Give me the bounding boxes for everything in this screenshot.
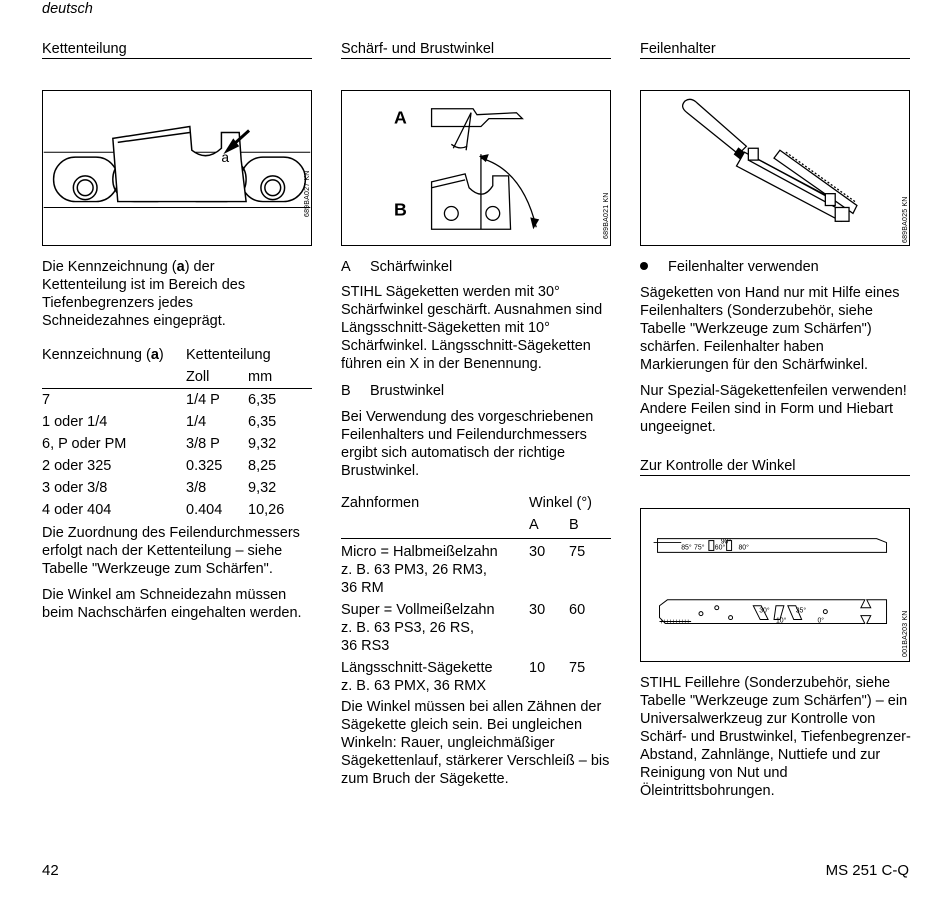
table-row: 6, P oder PM 3/8 P 9,32: [42, 436, 277, 452]
file-holder-text: Sägeketten von Hand nur mit Hilfe eines Feilenhalters (Sonderzubehör, siehe Tabelle "Werkzeuge zum Schärfen") schärfen. Feilenhalter haben Markierungen für den Schärfwinkel.: [640, 285, 900, 373]
file-holder-illustration: [641, 91, 909, 245]
section-title: Feilenhalter: [640, 40, 910, 59]
closing-paragraph: Die Winkel müssen bei allen Zähnen der Sägekette gleich sein. Bei ungleichen Winkeln: Rauer, ungleichmäßiger Sägekettenlauf, stärkerer Verschleiß – bis zum Bruch der Sägekette.: [341, 699, 610, 787]
tooth-form-table: [341, 494, 611, 701]
table-header-marking: Kennzeichnung (a): [42, 347, 164, 363]
table-row: Super = Vollmeißelzahn z. B. 63 PS3, 26 RS, 36 RS3 30 60: [341, 602, 586, 654]
section-angles: [341, 40, 611, 59]
chain-pitch-figure: [42, 90, 312, 246]
gauge-angle-label: 10°: [775, 617, 787, 625]
tooth-angle-illustration: [342, 91, 610, 245]
key-B: B Brustwinkel: [341, 383, 445, 399]
fig-label-B: B: [394, 199, 407, 220]
figure-code: 689BA025 KN: [902, 196, 909, 243]
fig-label-A: A: [394, 107, 407, 128]
table-subheader-inch: Zoll: [186, 369, 210, 385]
table-row: Längsschnitt-Sägekette z. B. 63 PMX, 36 RMX 10 75: [341, 660, 586, 694]
file-holder-figure: [640, 90, 910, 246]
chain-pitch-intro: Die Kennzeichnung (a) der Kettenteilung ist im Bereich des Tiefenbegrenzers jedes Schneidezahnes eingeprägt.: [42, 259, 246, 329]
gauge-angle-label: 30°: [759, 607, 770, 615]
section-title: Kettenteilung: [42, 40, 312, 59]
section-chain-pitch: [42, 40, 312, 59]
angles-figure: [341, 90, 611, 246]
filing-gauge-illustration: [641, 509, 909, 661]
gauge-angle-label: 90°: [720, 538, 732, 546]
page-number: 42: [42, 862, 59, 879]
gauge-angle-label: 0°: [817, 617, 825, 625]
table-row: 1 oder 1/4 1/4 6,35: [42, 414, 277, 430]
section-check-angles: [640, 457, 910, 476]
table-header-pitch: Kettenteilung: [186, 347, 271, 363]
top-plate-angle-text: Bei Verwendung des vorgeschriebenen Feilenhalters und Feilendurchmessers ergibt sich automatisch der richtige Brustwinkel.: [341, 409, 594, 479]
file-diameter-note: Die Zuordnung des Feilendurchmessers erfolgt nach der Kettenteilung – siehe Tabelle "Werkzeuge zum Schärfen".: [42, 525, 300, 577]
section-title: Schärf- und Brustwinkel: [341, 40, 611, 59]
table-header-A: A: [529, 517, 539, 533]
gauge-angle-label: 85°: [681, 544, 692, 552]
gauge-description: STIHL Feillehre (Sonderzubehör, siehe Tabelle "Werkzeuge zum Schärfen") – ein Universalwerkzeug zur Kontrolle von Schärf- und Brustwinkel, Tiefenbegrenzer-Abstand, Zahnlänge, Nuttiefe und zur Reinigung von Nut und Öleintrittsbohrungen.: [640, 675, 911, 799]
figure-code: 689BA021 KN: [603, 192, 610, 239]
bullet-heading: Feilenhalter verwenden: [640, 258, 819, 276]
section-title: Zur Kontrolle der Winkel: [640, 457, 910, 476]
gauge-angle-label: 35°: [795, 607, 807, 615]
table-row: 7 1/4 P 6,35: [42, 392, 277, 408]
sharpening-angle-text: STIHL Sägeketten werden mit 30° Schärfwinkel geschärft. Ausnahmen sind Längsschnitt-Sägeketten mit 10° Schärfwinkel. Längsschnitt-Sägeketten führen ein X in der Benennung.: [341, 284, 603, 372]
gauge-angle-label: 75°: [694, 544, 705, 552]
table-row: Micro = Halbmeißelzahn z. B. 63 PM3, 26 RM3, 36 RM 30 75: [341, 544, 586, 596]
table-row: 4 oder 404 0.404 10,26: [42, 502, 285, 518]
section-file-holder: [640, 40, 910, 59]
table-subheader-mm: mm: [248, 369, 273, 385]
gauge-angle-label: 60°: [714, 544, 726, 552]
angle-note: Die Winkel am Schneidezahn müssen beim Nachschärfen eingehalten werden.: [42, 587, 302, 621]
figure-code: 689BA027 KN: [304, 170, 311, 217]
pitch-table: [42, 344, 312, 521]
figure-code: 001BA203 KN: [902, 610, 909, 657]
chain-illustration: [43, 91, 311, 245]
table-row: 2 oder 325 0.325 8,25: [42, 458, 277, 474]
bullet-icon: [640, 262, 648, 270]
special-file-note: Nur Spezial-Sägekettenfeilen verwenden! Andere Feilen sind in Form und Hiebart ungeeignet.: [640, 383, 907, 435]
table-row: 3 oder 3/8 3/8 9,32: [42, 480, 277, 496]
model-name: MS 251 C-Q: [825, 862, 909, 879]
table-header-forms: Zahnformen: [341, 495, 420, 511]
fig-label-a: a: [221, 149, 230, 166]
gauge-figure: [640, 508, 910, 662]
table-header-angle: Winkel (°): [529, 495, 592, 511]
key-A: A Schärfwinkel: [341, 259, 453, 275]
gauge-angle-label: 80°: [738, 544, 749, 552]
table-header-B: B: [569, 517, 579, 533]
language-label: deutsch: [42, 1, 93, 17]
